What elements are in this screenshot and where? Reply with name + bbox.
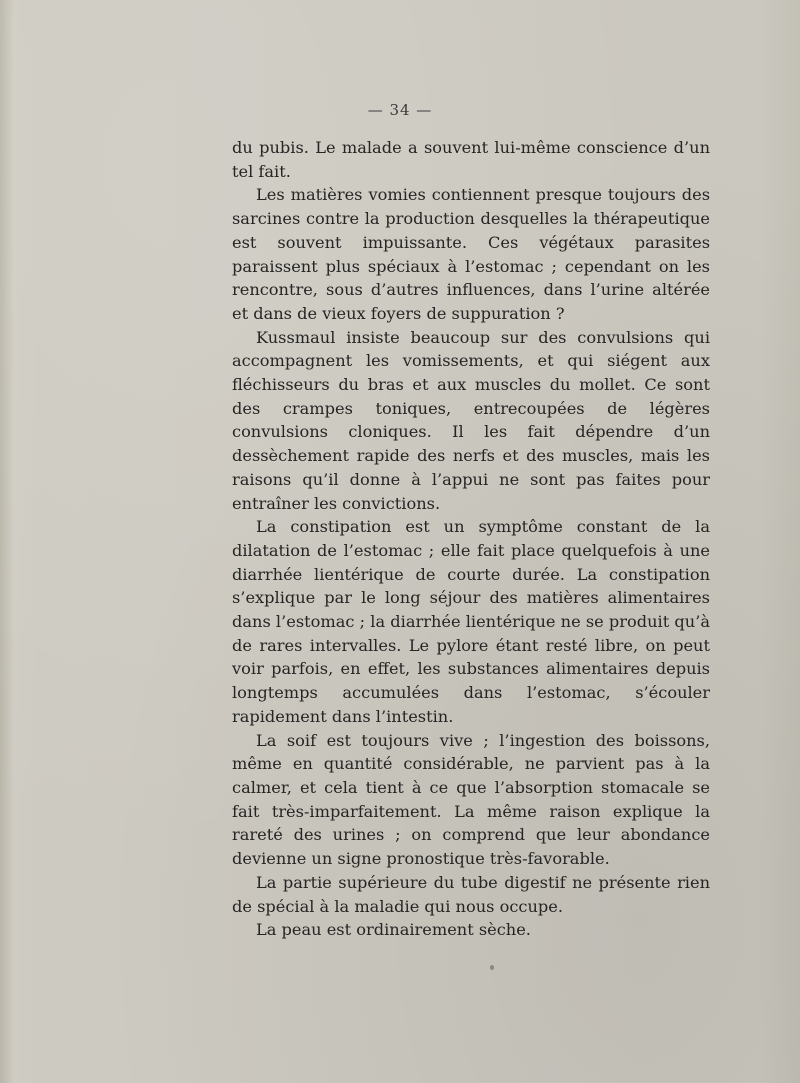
paragraph-3: Kussmaul insiste beaucoup sur des convulsions qui accompagnent les vomissements, et qui siégent aux fléchisseurs du bras et aux muscles du mollet. Ce sont des crampes toniques, entrecoupées de légères convulsions cloniques. Il les fait dépendre d’un dessèchement rapide des nerfs et des muscles, mais les raisons qu’il donne à l’appui ne sont pas faites pour entraîner les convictions. (232, 327, 710, 513)
page-number: — 34 — (367, 101, 433, 119)
paragraph-1: du pubis. Le malade a souvent lui-même conscience d’un tel fait. (232, 138, 710, 181)
paragraph-4: La constipation est un symptôme constant de la dilatation de l’estomac ; elle fait place quelquefois à une diarrhée lientérique de courte durée. La constipation s’explique par le long séjour des matières alimentaires dans l’estomac ; la diarrhée lientérique ne se produit qu’à de rares intervalles. Le pylore étant resté libre, on peut voir parfois, en effet, les substances alimentaires depuis longtemps accumulées dans l’estomac, s’écouler rapidement dans l’intestin. (232, 517, 710, 726)
body-text (232, 136, 710, 942)
paragraph-2: Les matières vomies contiennent presque toujours des sarcines contre la production desquelles la thérapeutique est souvent impuissante. Ces végétaux parasites paraissent plus spéciaux à l’estomac ; cependant on les rencontre, sous d’autres influences, dans l’urine altérée et dans de vieux foyers de suppuration ? (232, 185, 710, 323)
paragraph-7: La peau est ordinairement sèche. (256, 920, 531, 940)
paper-speck (490, 965, 494, 970)
paragraph-5: La soif est toujours vive ; l’ingestion des boissons, même en quantité considérable, ne parvient pas à la calmer, et cela tient à ce que l’absorption stomacale se fait très-imparfaitement. La même raison explique la rareté des urines ; on comprend que leur abondance devienne un signe pronostique très-favorable. (232, 730, 710, 869)
paragraph-6: La partie supérieure du tube digestif ne présente rien de spécial à la maladie qui nous occupe. (232, 872, 710, 916)
